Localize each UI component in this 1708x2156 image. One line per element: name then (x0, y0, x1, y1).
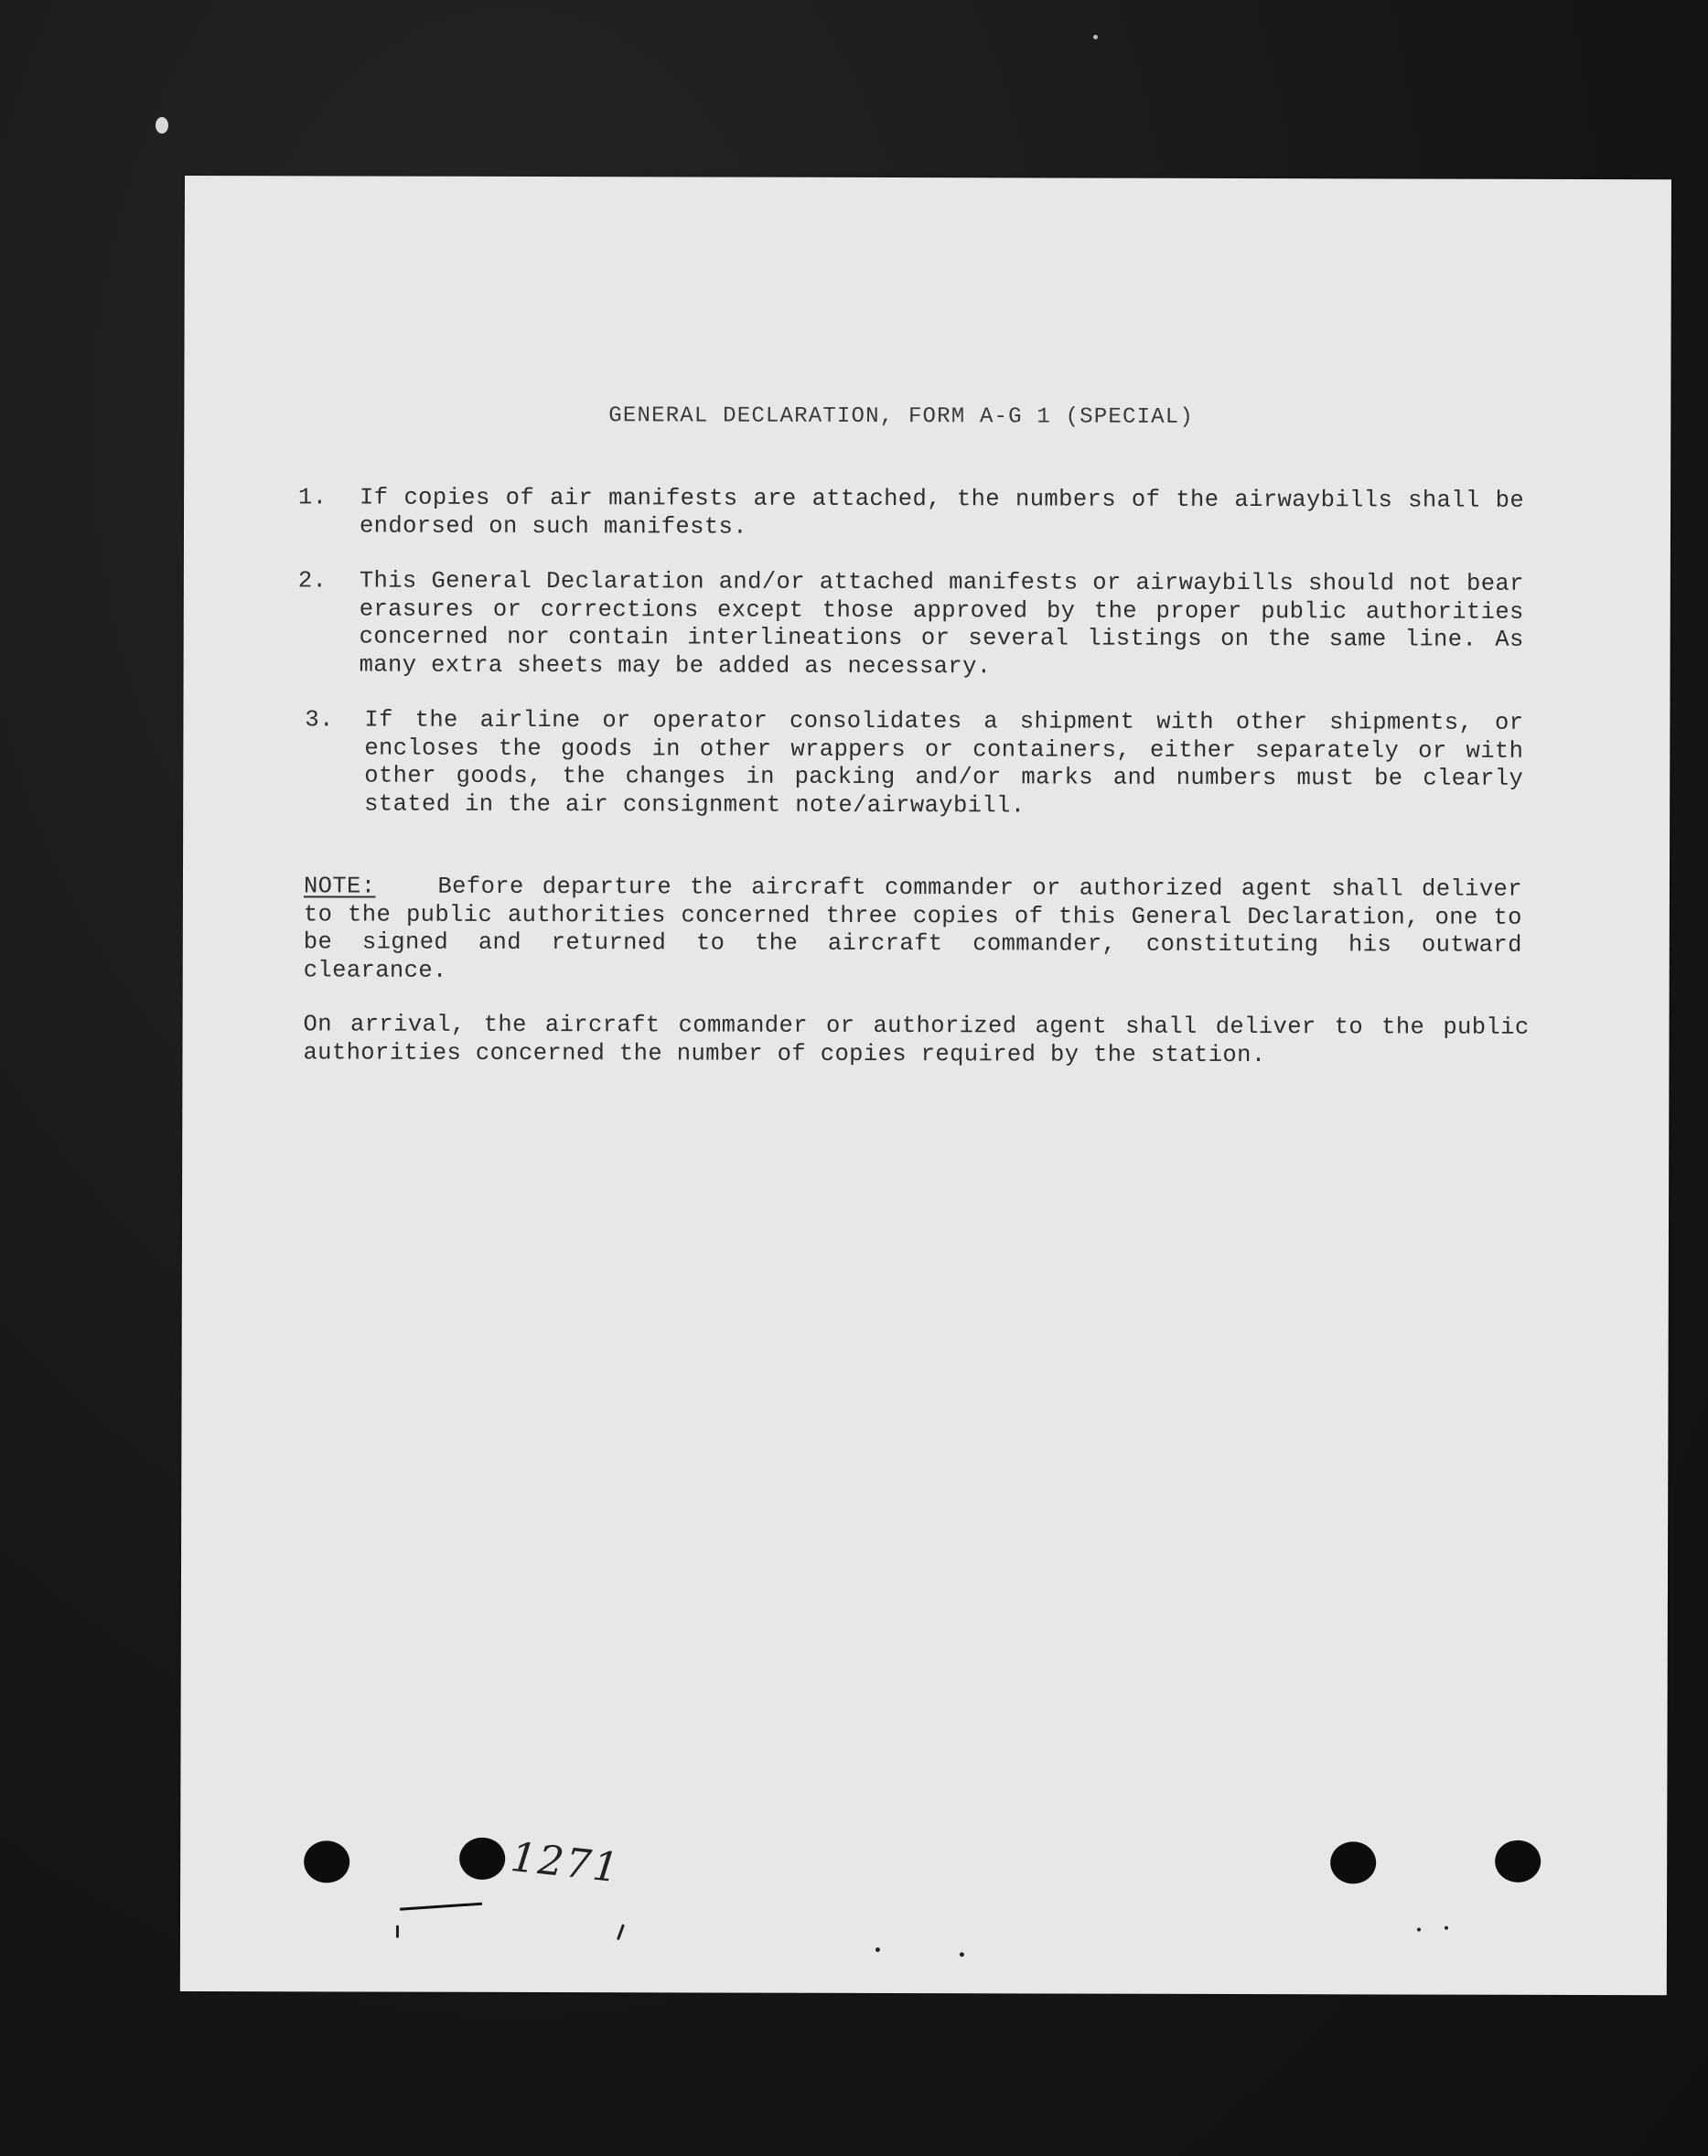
speck-icon (1445, 1926, 1448, 1930)
list-item-1 (298, 484, 1524, 543)
item-number: 2. (297, 567, 328, 595)
item-text: This General Declaration and/or attached manifests or airwaybills should not bear erasures or corrections except those approved by the proper public authorities concerned nor contain interlineations or several listings on the same line. As many extra sheets may be added as necessary. (359, 567, 1524, 680)
speck-icon (396, 1925, 399, 1938)
punch-hole-icon (1495, 1840, 1541, 1882)
dust-speck-icon (1093, 35, 1098, 39)
punch-hole-icon (304, 1840, 349, 1882)
speck-icon (960, 1952, 964, 1957)
arrival-paragraph (303, 1011, 1529, 1070)
dust-speck-icon (156, 117, 168, 134)
note-text: Before departure the aircraft commander or authorized agent shall deliver to the public authorities concerned three copies of this General Declaration, one to be signed and returned to the aircraft commander, constituting his outward clearance. (303, 873, 1523, 984)
punch-hole-icon (1330, 1841, 1376, 1883)
punch-hole-icon (459, 1838, 505, 1880)
item-text: If the airline or operator consolidates a shipment with other shipments, or encloses the goods in other wrappers or containers, either separately or with other goods, the changes in packing and/or marks and numbers must be clearly stated in the air consignment note/airwaybill. (364, 706, 1524, 819)
document-title: GENERAL DECLARATION, FORM A-G 1 (SPECIAL) (608, 403, 1195, 430)
speck-icon (1417, 1928, 1421, 1932)
speck-icon (875, 1947, 880, 1952)
item-number: 3. (305, 706, 334, 734)
list-item-3 (297, 706, 1523, 821)
list-item-2 (298, 567, 1524, 682)
handwritten-mark: 1271 (508, 1833, 623, 1893)
speck-icon (617, 1924, 625, 1940)
item-number: 1. (298, 484, 328, 511)
arrival-text: On arrival, the aircraft commander or authorized agent shall deliver to the public authorities concerned the number of copies required by the station. (303, 1011, 1530, 1068)
item-text: If copies of air manifests are attached, the numbers of the airwaybills shall be endorsed on such manifests. (359, 484, 1525, 541)
document-page (180, 176, 1671, 1995)
note-paragraph (304, 873, 1522, 987)
pen-stroke-icon (400, 1903, 482, 1911)
note-label: NOTE: (303, 873, 376, 900)
